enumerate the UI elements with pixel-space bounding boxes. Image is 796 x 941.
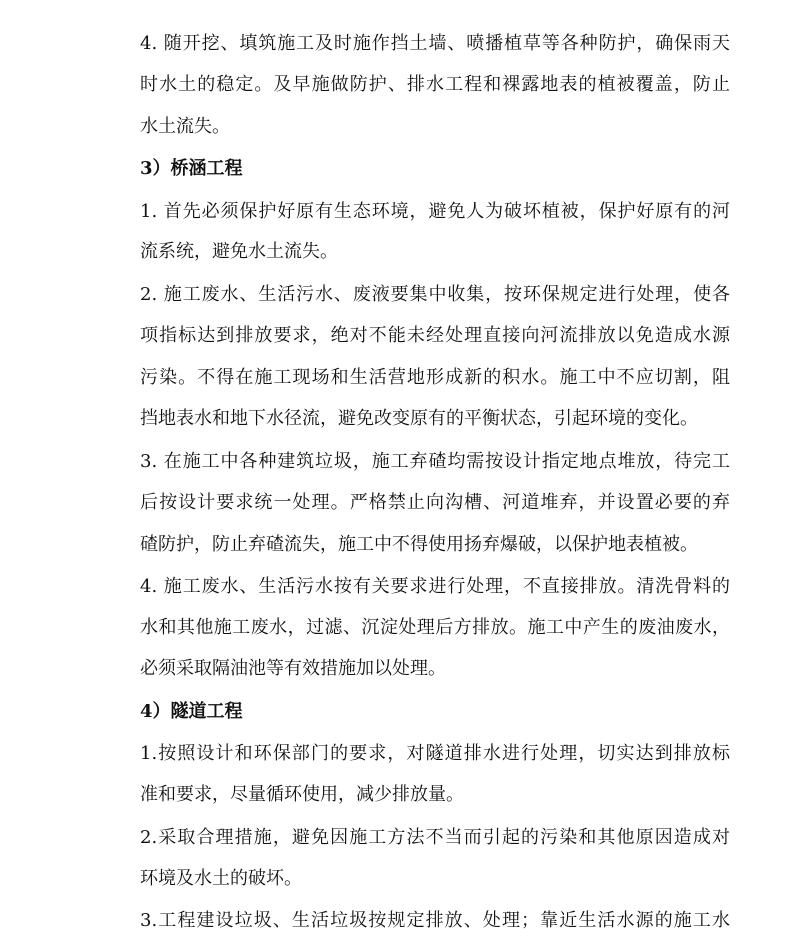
section-heading-bridge-culvert: 3）桥涵工程 [140,158,243,179]
paragraph-line: 1.按照设计和环保部门的要求，对隧道排水进行处理，切实达到排放标 [140,743,730,764]
paragraph-line: 时水土的稳定。及早施做防护、排水工程和裸露地表的植被覆盖，防止 [140,74,730,95]
paragraph-line: 2. 施工废水、生活污水、废液要集中收集，按环保规定进行处理，使各 [140,284,730,305]
paragraph-line: 3. 在施工中各种建筑垃圾，施工弃碴均需按设计指定地点堆放，待完工 [140,451,730,472]
paragraph-line: 后按设计要求统一处理。严格禁止向沟槽、河道堆弃，并设置必要的弃 [140,492,730,513]
paragraph-line: 准和要求，尽量循环使用，减少排放量。 [140,784,464,805]
paragraph-line: 4. 施工废水、生活污水按有关要求进行处理，不直接排放。清洗骨料的 [140,576,730,597]
paragraph-line: 项指标达到排放要求，绝对不能未经处理直接向河流排放以免造成水源 [140,325,730,346]
paragraph-line: 挡地表水和地下水径流，避免改变原有的平衡状态，引起环境的变化。 [140,408,698,429]
paragraph-line: 水和其他施工废水，过滤、沉淀处理后方排放。施工中产生的废油废水， [140,617,730,638]
paragraph-line: 3.工程建设垃圾、生活垃圾按规定排放、处理；靠近生活水源的施工水 [140,910,730,931]
paragraph-line: 必须采取隔油池等有效措施加以处理。 [140,658,446,679]
paragraph-line: 水土流失。 [140,116,230,137]
paragraph-line: 流系统，避免水土流失。 [140,241,338,262]
section-heading-tunnel: 4）隧道工程 [140,701,243,722]
paragraph-line: 碴防护，防止弃碴流失，施工中不得使用扬弃爆破，以保护地表植被。 [140,534,698,555]
paragraph-line: 4. 随开挖、填筑施工及时施作挡土墙、喷播植草等各种防护，确保雨天 [140,33,730,54]
paragraph-line: 2.采取合理措施，避免因施工方法不当而引起的污染和其他原因造成对 [140,827,730,848]
paragraph-line: 环境及水土的破坏。 [140,868,302,889]
paragraph-line: 1. 首先必须保护好原有生态环境，避免人为破坏植被，保护好原有的河 [140,201,730,222]
paragraph-line: 污染。不得在施工现场和生活营地形成新的积水。施工中不应切割，阻 [140,367,730,388]
